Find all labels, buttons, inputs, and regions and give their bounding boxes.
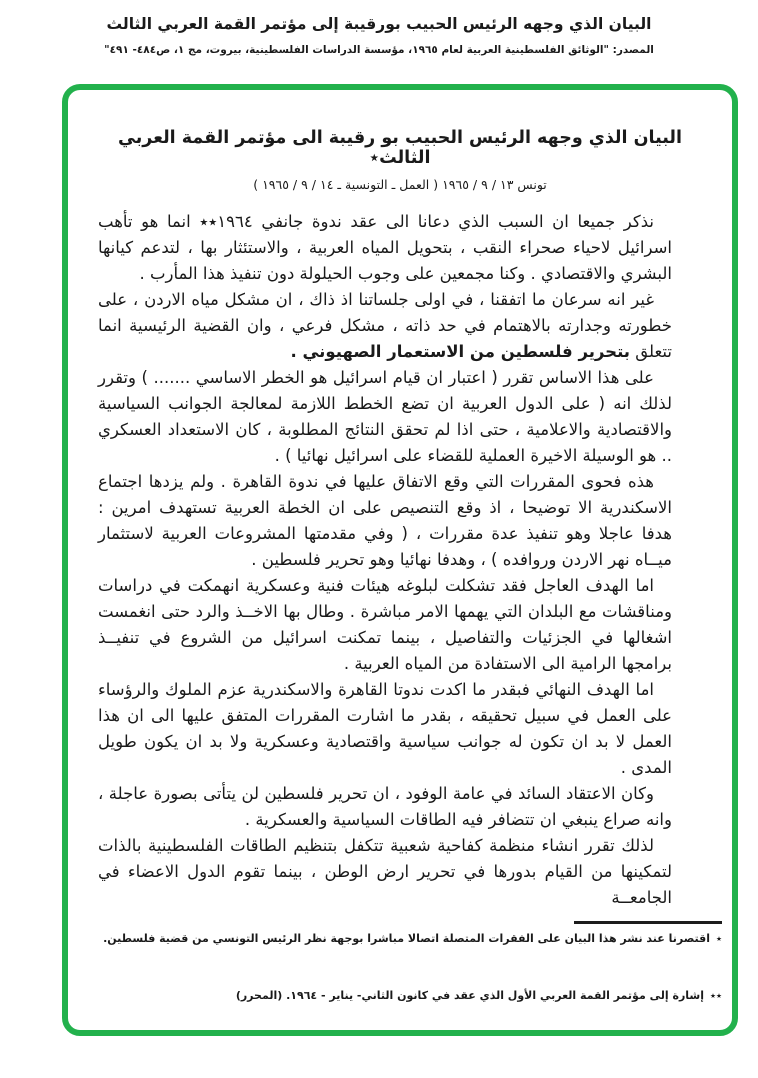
paragraph-text: اما الهدف العاجل فقد تشكلت لبلوغه هيئات فنية وعسكرية انهمكت في دراسات ومناقشات مع البلدان التي يهمها الامر مباشرة . وطال بها الاخــذ والرد حتى انغمست اشغالها في الجزئيات والتفاصيل ، بينما تمكنت اسرائيل من الشروع في تنفيــذ برامجها الرامية الى الاستفادة من المياه العربية .	[98, 576, 672, 673]
footnote-1-text: اقتصرنا عند نشر هذا البيان على الفقرات المتصلة اتصالا مباشرا بوجهة نظر الرئيس التونسي من قضية فلسطين.	[103, 932, 710, 945]
paragraph-4	[98, 469, 672, 573]
paragraph-text: اما الهدف النهائي فبقدر ما اكدت ندوتا القاهرة والاسكندرية عزم الملوك والرؤساء على العمل في سبيل تحقيقه ، بقدر ما اشارت المقررات المتفق عليها الى ان هذا العمل لا بد ان تكون له جوانب سياسية واقتصادية وعسكرية ولا بد ان يكون طويل المدى .	[98, 680, 672, 777]
paragraph-2	[98, 287, 672, 365]
paragraph-strong-text: بتحرير فلسطين من الاستعمار الصهيوني .	[290, 342, 630, 361]
footnote-2-text: إشارة إلى مؤتمر القمة العربي الأول الذي عقد في كانون الثاني- يناير - ١٩٦٤. (المحرر)	[235, 988, 704, 1002]
paragraph-3	[98, 365, 672, 469]
footnote-1	[88, 931, 722, 948]
footnotes-section	[68, 921, 732, 1030]
document-frame	[62, 84, 738, 1036]
footnote-2-marker: ٭٭	[710, 988, 722, 1002]
source-line: المصدر: "الوثائق الفلسطينية العربية لعام ١٩٦٥، مؤسسة الدراسات الفلسطينية، بيروت، مج ١، ص٤٨٤- ٤٩١"	[104, 44, 654, 56]
paragraph-text: نذكر جميعا ان السبب الذي دعانا الى عقد ندوة جانفي ١٩٦٤٭٭ انما هو تأهب اسرائيل لاحياء صحراء النقب ، بتحويل المياه العربية ، والاستئثار بها ، لتدعم كيانها البشري والاقتصادي . وكنا مجمعين على وجوب الحيلولة دون تنفيذ هذا المأرب .	[98, 212, 672, 283]
page-header	[0, 0, 758, 56]
footnote-2	[88, 988, 722, 1005]
paragraph-7	[98, 781, 672, 833]
document-title: البيان الذي وجهه الرئيس الحبيب بو رقيبة الى مؤتمر القمة العربي الثالث٭	[118, 128, 682, 168]
page-title: البيان الذي وجهه الرئيس الحبيب بورقيبة إلى مؤتمر القمة العربي الثالث	[106, 15, 652, 33]
paragraph-text: على هذا الاساس تقرر ( اعتبار ان قيام اسرائيل هو الخطر الاساسي ....... ) وتقرر لذلك انه ( على الدول العربية ان تضع الخطط اللازمة لمعالجة الجوانب السياسية والاقتصادية والاعلامية ، حتى اذا لم تحقق النتائج المطلوبة ، كان الاستعداد العسكري .. هو الوسيلة الاخيرة العملية للقضاء على اسرائيل نهائيا ) .	[98, 368, 672, 465]
paragraph-5	[98, 573, 672, 677]
paragraph-text: هذه فحوى المقررات التي وقع الاتفاق عليها في ندوة القاهرة . ولم يزدها اجتماع الاسكندرية الا توضيحا ، اذ وقع التنصيص على ان الخطة العربية تستهدف امرين : هدفا عاجلا وهو تنفيذ عدة مقررات ، ( وفي مقدمتها المشروعات العربية لاستثمار ميــاه نهر الاردن وروافده ) ، وهدفا نهائيا وهو تحرير فلسطين .	[98, 472, 672, 569]
footnote-1-marker: ٭	[716, 932, 722, 945]
paragraph-text: لذلك تقرر انشاء منظمة كفاحية شعبية تتكفل بتنظيم الطاقات الفلسطينية بالذات لتمكينها من القيام بدورها في تحرير ارض الوطن ، بينما تقوم الدول الاعضاء في الجامعــة	[98, 836, 672, 907]
paragraph-text: غير انه سرعان ما اتفقنا ، في اولى جلساتنا اذ ذاك ، ان مشكل مياه الاردن ، على خطورته وجدارته بالاهتمام في حد ذاته ، مشكل فرعي ، وان القضية الرئيسية انما تتعلق	[98, 290, 672, 361]
paragraph-text: وكان الاعتقاد السائد في عامة الوفود ، ان تحرير فلسطين لن يتأتى بصورة عاجلة ، وانه صراع ينبغي ان تتضافر فيه الطاقات السياسية والعسكرية .	[98, 784, 672, 829]
document-body	[98, 209, 672, 911]
document-dateline: تونس ١٣ / ٩ / ١٩٦٥ ( العمل ـ التونسية ـ ١٤ / ٩ / ١٩٦٥ )	[253, 177, 547, 192]
footnote-separator-rule	[574, 921, 722, 924]
paragraph-6	[98, 677, 672, 781]
paragraph-8	[98, 833, 672, 911]
paragraph-1	[98, 209, 672, 287]
